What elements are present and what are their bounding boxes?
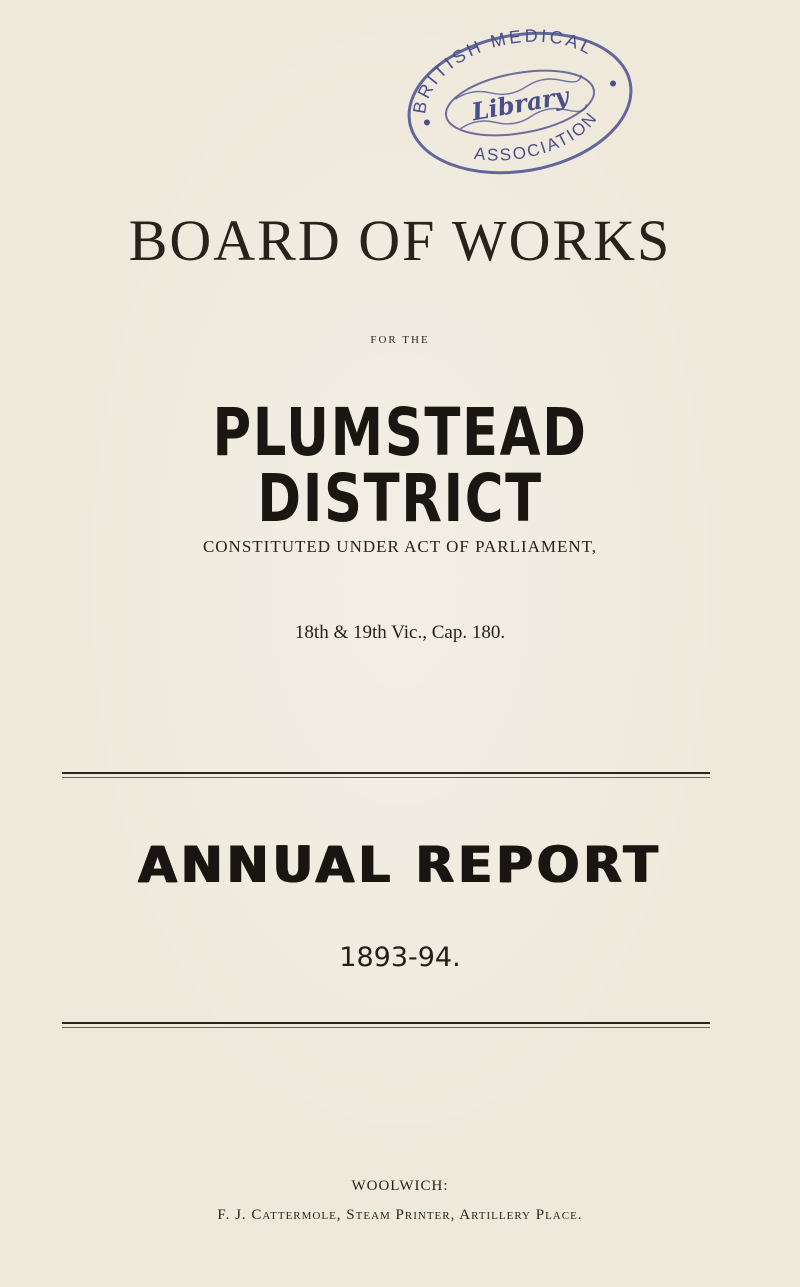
divider-lower-1 — [62, 1022, 710, 1024]
library-stamp — [395, 18, 645, 183]
divider-lower-2 — [62, 1027, 710, 1028]
imprint-place: WOOLWICH: — [351, 1178, 449, 1194]
imprint-printer: F. J. Cattermole, Steam Printer, Artillery Place. — [217, 1207, 583, 1223]
report-heading: ANNUAL REPORT — [138, 836, 662, 894]
board-title: BOARD OF WORKS — [128, 208, 672, 273]
stamp-bottom-text: ASSOCIATION — [473, 107, 602, 165]
district-title: PLUMSTEAD DISTRICT — [212, 394, 588, 537]
for-the-line: FOR THE — [370, 334, 430, 346]
stamp-top-text: BRITISH MEDICAL — [409, 25, 598, 116]
act-citation: 18th & 19th Vic., Cap. 180. — [294, 622, 506, 643]
divider-upper-1 — [62, 772, 710, 774]
divider-upper-2 — [62, 777, 710, 778]
stamp-center-text: Library — [469, 80, 571, 127]
constituted-line: CONSTITUTED UNDER ACT OF PARLIAMENT, — [202, 537, 598, 556]
report-year: 1893-94. — [339, 942, 461, 973]
